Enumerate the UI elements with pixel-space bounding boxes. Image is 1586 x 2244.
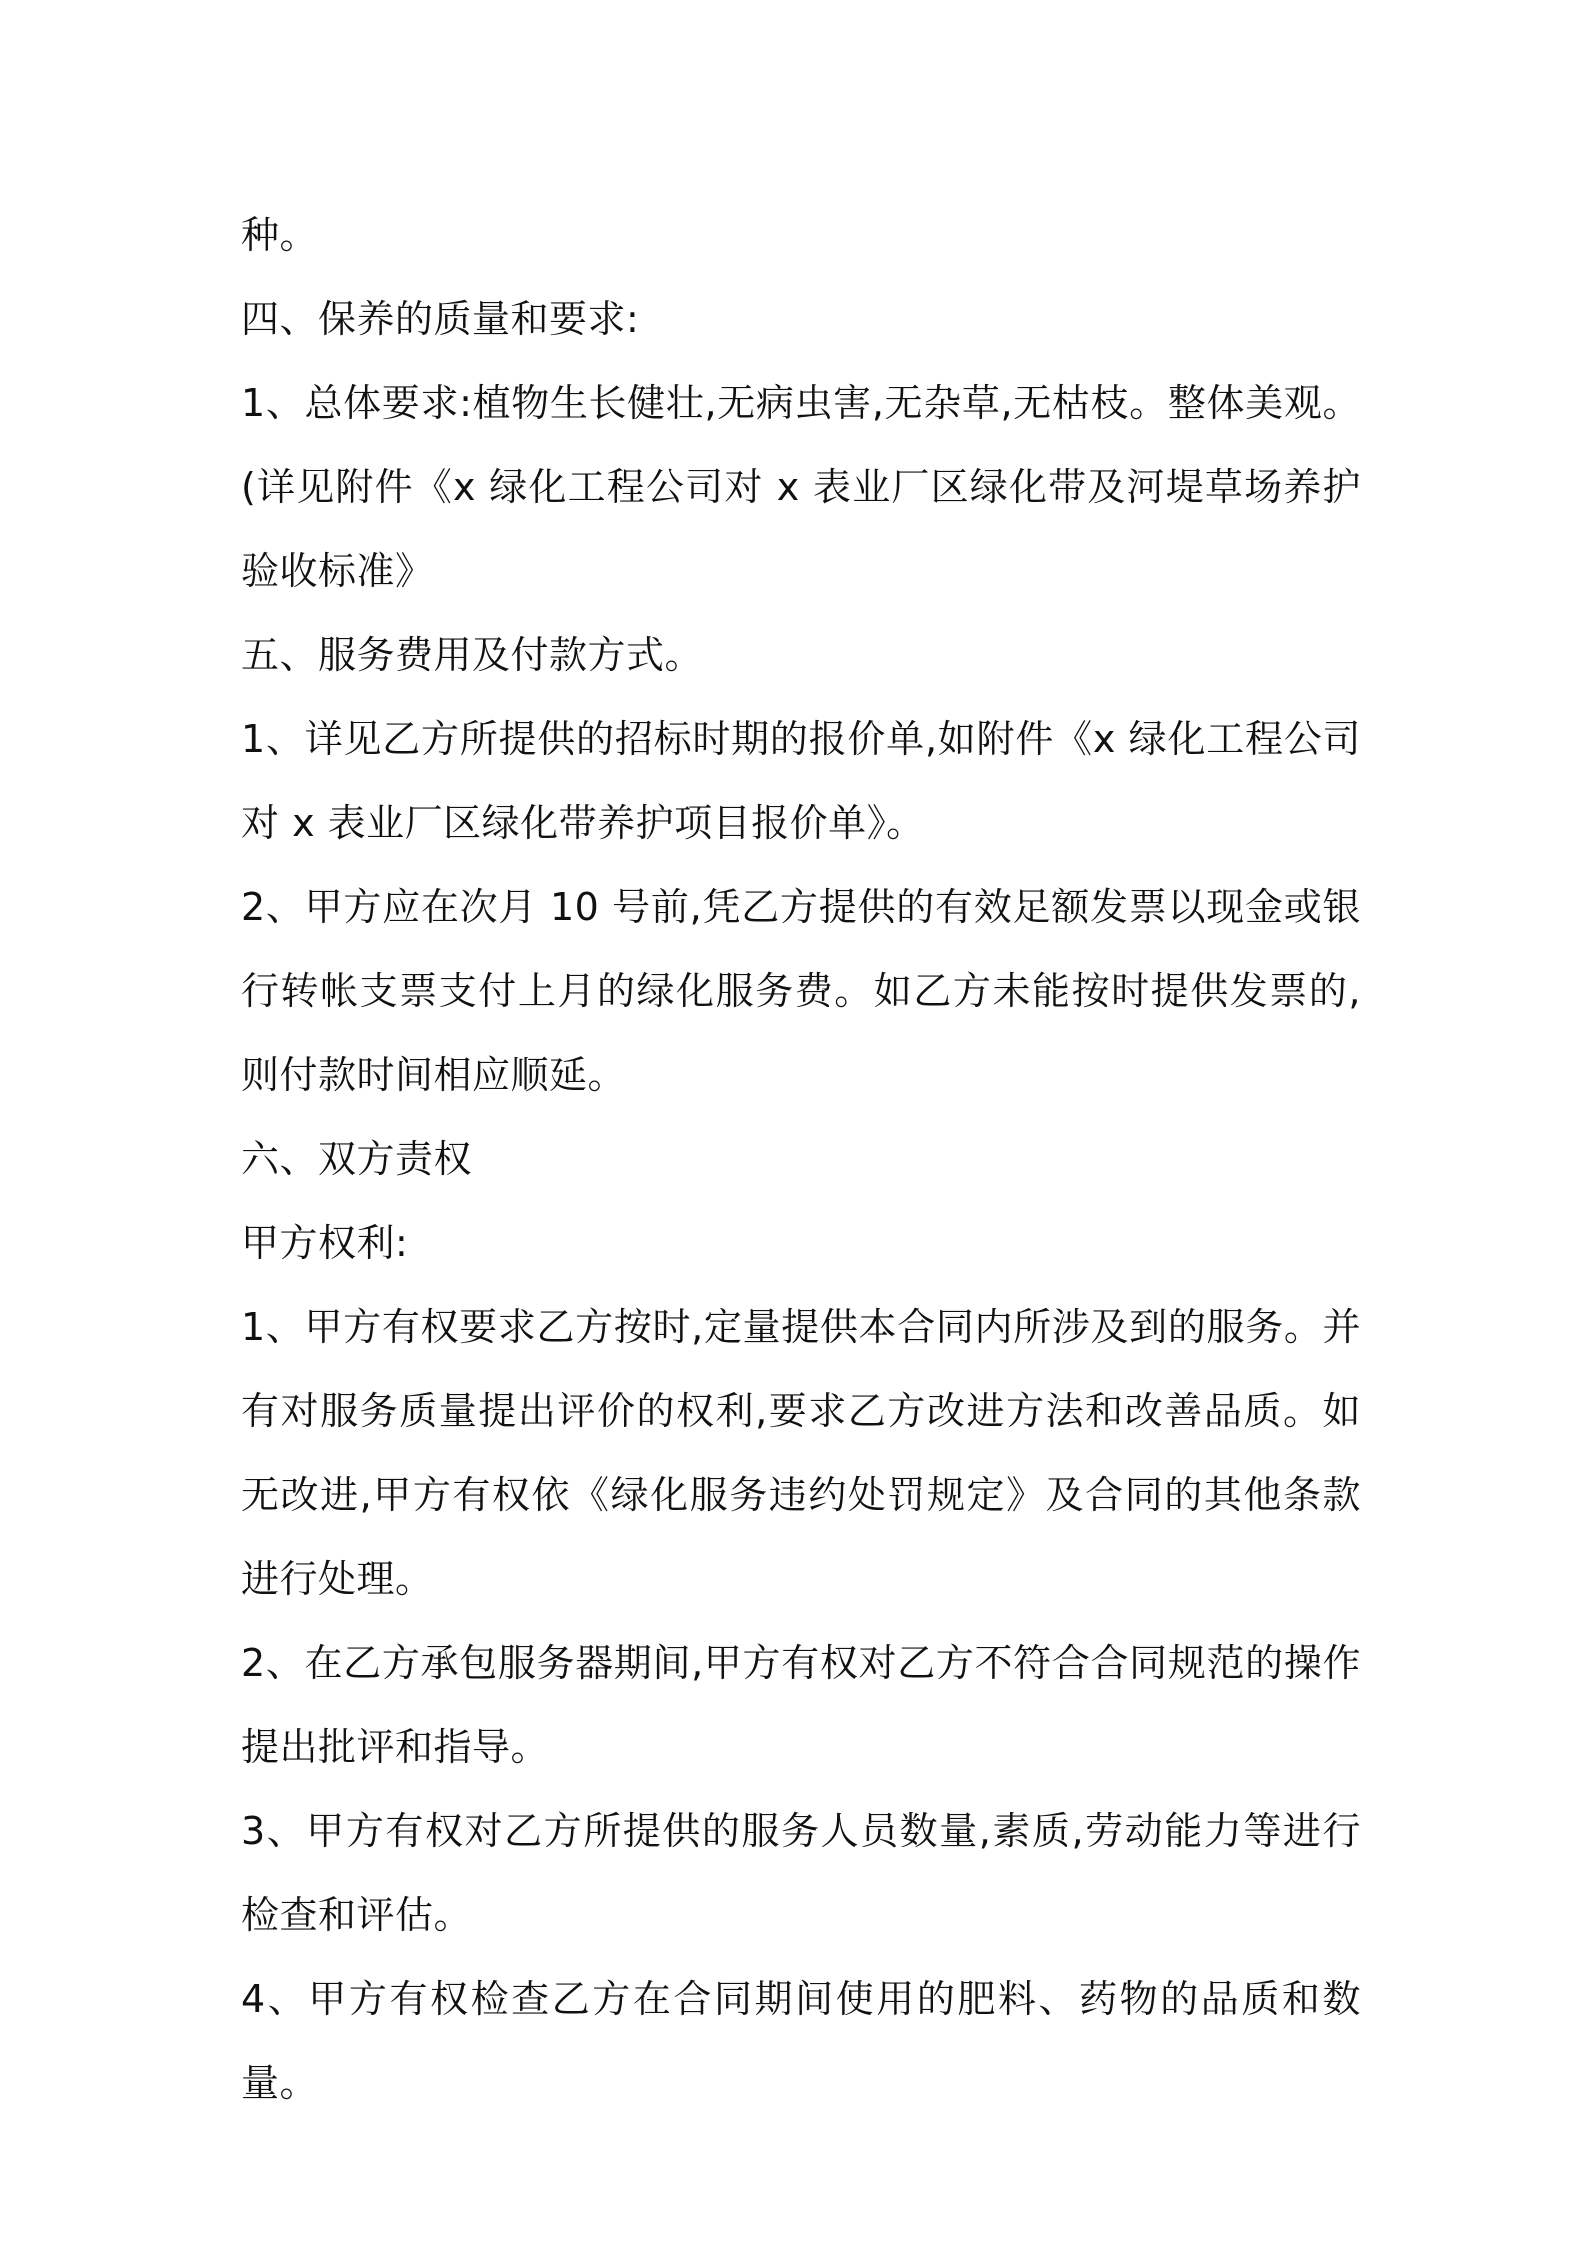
document-page [241, 193, 1361, 2125]
clause-quotation: 1、详见乙方所提供的招标时期的报价单,如附件《x 绿化工程公司对 x 表业厂区绿化带养护项目报价单》。 [241, 717, 1361, 845]
clause-party-a-right-2: 2、在乙方承包服务器期间,甲方有权对乙方不符合合同规范的操作提出批评和指导。 [241, 1641, 1361, 1769]
clause-payment-terms: 2、甲方应在次月 10 号前,凭乙方提供的有效足额发票以现金或银行转帐支票支付上月的绿化服务费。如乙方未能按时提供发票的,则付款时间相应顺延。 [241, 885, 1361, 1097]
subheading-party-a-rights: 甲方权利: [241, 1221, 409, 1265]
clause-party-a-right-4: 4、甲方有权检查乙方在合同期间使用的肥料、药物的品质和数量。 [241, 1977, 1361, 2105]
paragraph-continuation: 种。 [241, 213, 319, 257]
clause-party-a-right-3: 3、甲方有权对乙方所提供的服务人员数量,素质,劳动能力等进行检查和评估。 [241, 1809, 1361, 1937]
clause-overall-requirements: 1、总体要求:植物生长健壮,无病虫害,无杂草,无枯枝。整体美观。(详见附件《x 绿化工程公司对 x 表业厂区绿化带及河堤草场养护验收标准》 [241, 381, 1361, 593]
section-heading-rights-duties: 六、双方责权 [241, 1137, 473, 1181]
clause-party-a-right-1: 1、甲方有权要求乙方按时,定量提供本合同内所涉及到的服务。并有对服务质量提出评价的权利,要求乙方改进方法和改善品质。如无改进,甲方有权依《绿化服务违约处罚规定》及合同的其他条款进行处理。 [241, 1305, 1361, 1601]
section-heading-fees-payment: 五、服务费用及付款方式。 [241, 633, 704, 677]
section-heading-maintenance-quality: 四、保养的质量和要求: [241, 297, 640, 341]
